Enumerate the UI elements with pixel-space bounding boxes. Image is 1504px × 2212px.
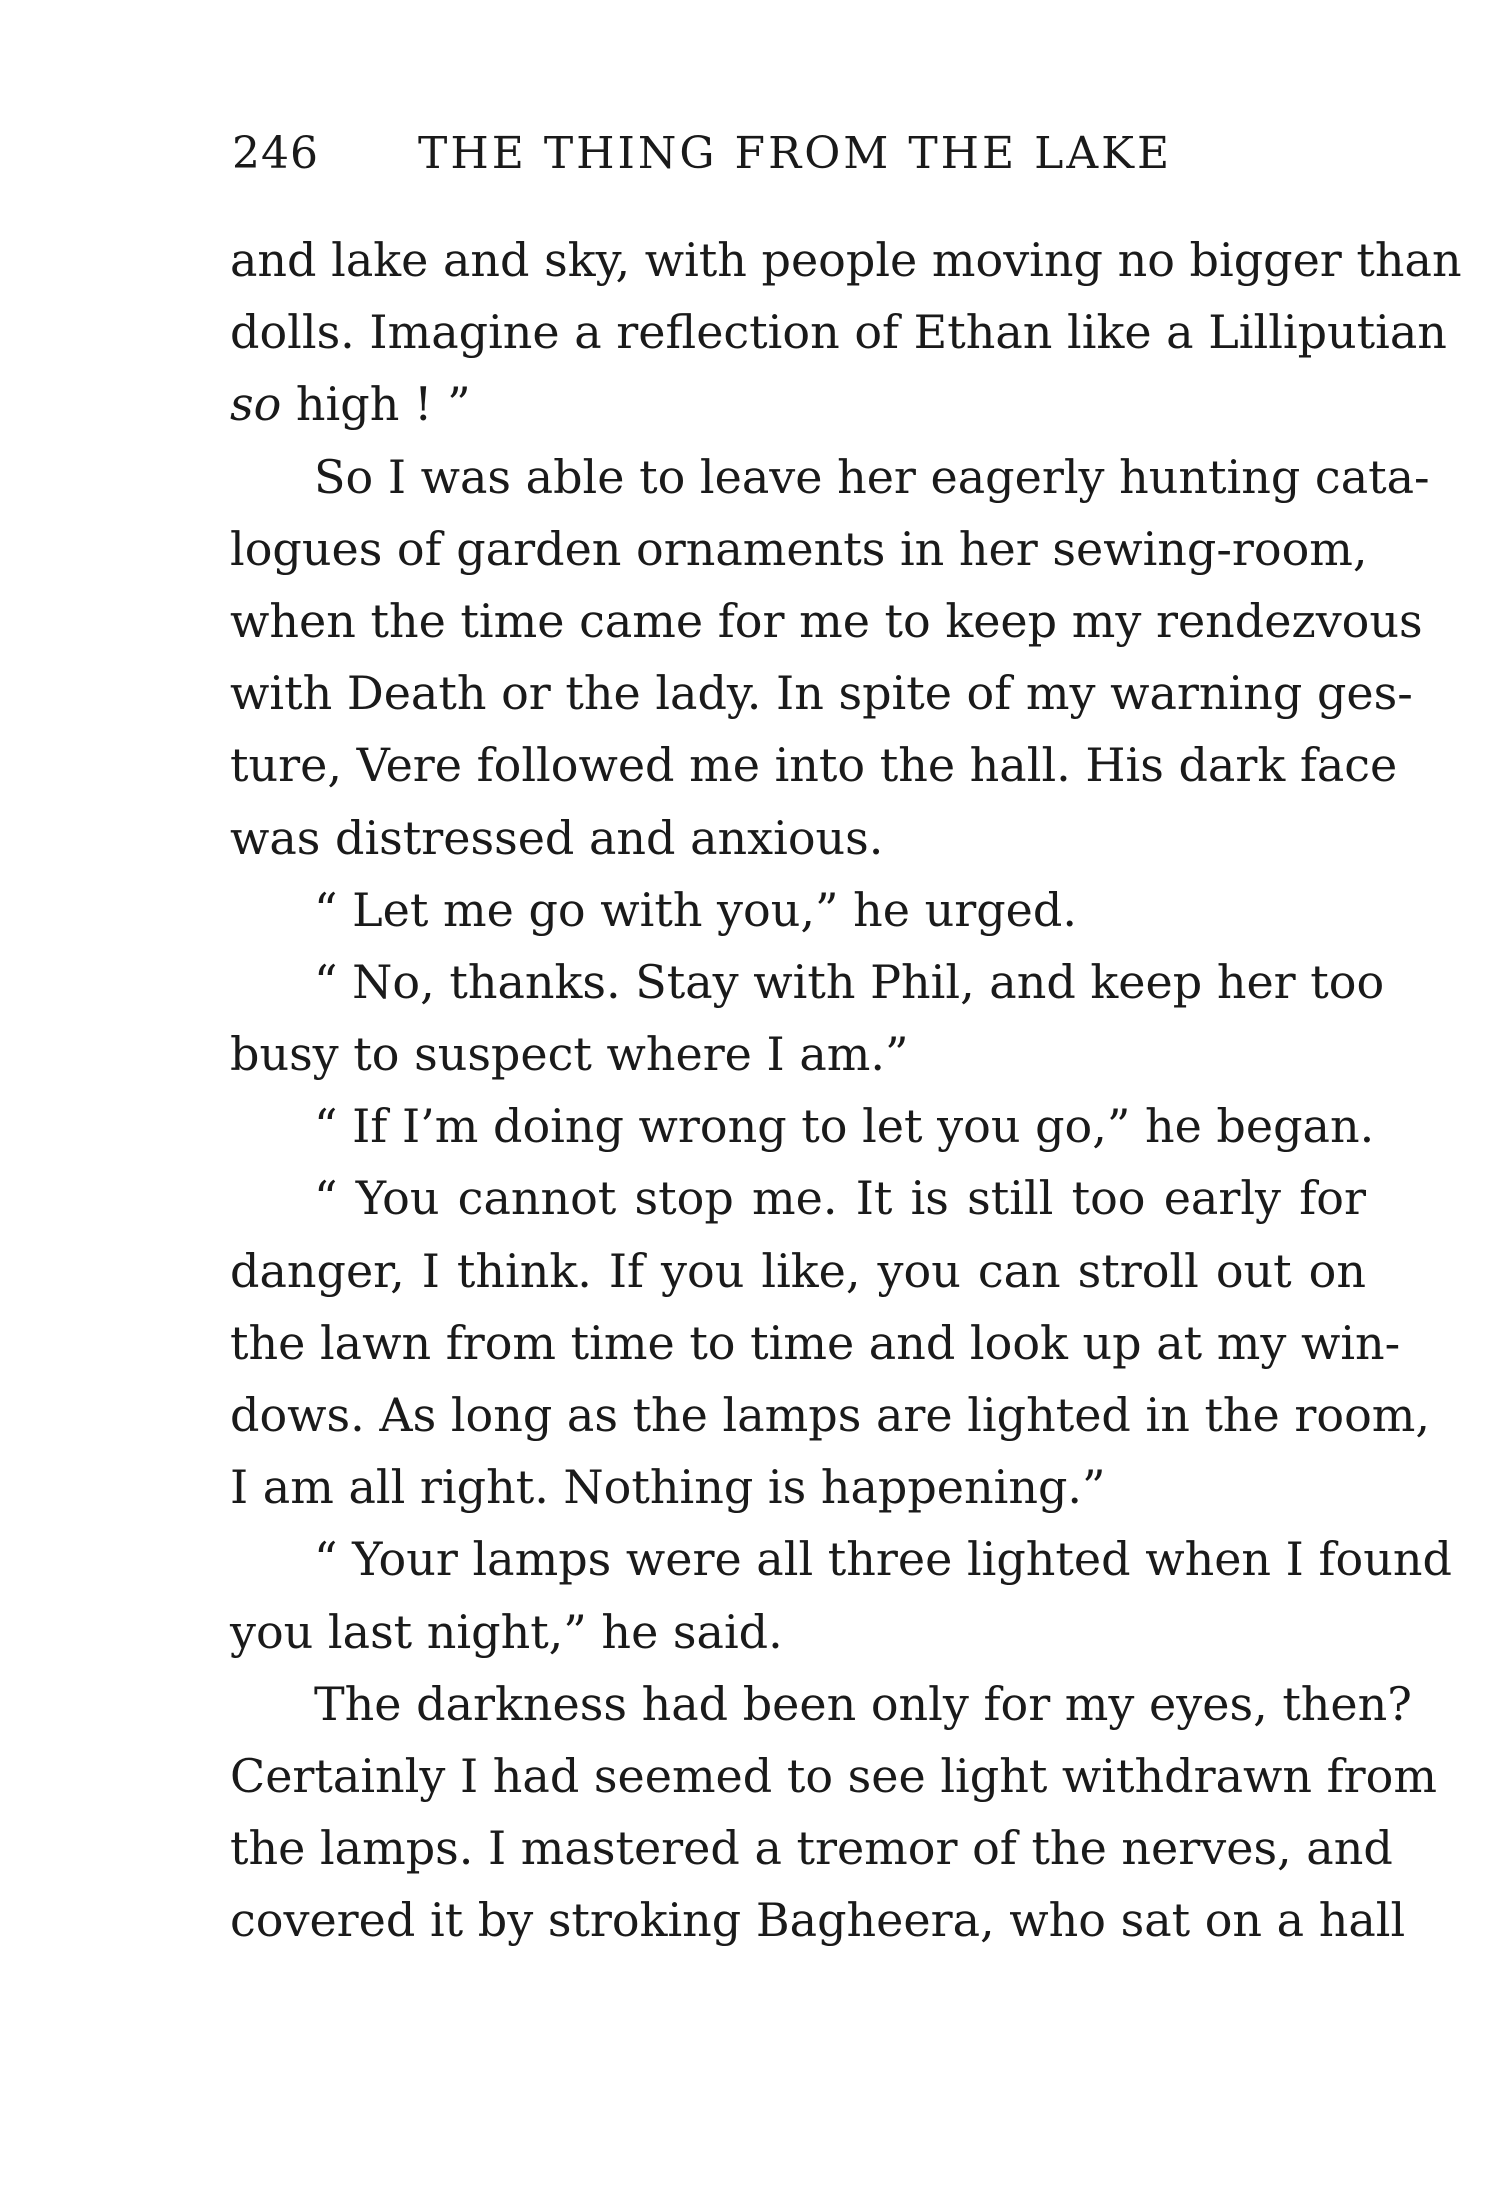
line-text: logues of garden ornaments in her sewing-room, — [230, 521, 1368, 576]
text-line — [230, 1379, 1431, 1451]
text-line — [230, 802, 1366, 874]
text-line — [230, 1884, 1406, 1956]
line-text: I am all right. Nothing is happening.” — [230, 1460, 1106, 1515]
line-text: with Death or the lady. In spite of my warning ges- — [230, 666, 1413, 721]
text-line — [230, 585, 1423, 657]
text-line — [230, 1451, 1366, 1523]
line-text: “ If I’m doing wrong to let you go,” he began. — [314, 1099, 1375, 1154]
text-line — [230, 1162, 1366, 1234]
text-line — [230, 729, 1398, 801]
text-line — [230, 1018, 1366, 1090]
text-line — [230, 1090, 1375, 1162]
text-line — [230, 1523, 1452, 1595]
line-text: you last night,” he said. — [230, 1604, 783, 1659]
line-text: dows. As long as the lamps are lighted in the room, — [230, 1388, 1431, 1442]
line-text: Certainly I had seemed to see light withdrawn from — [230, 1748, 1437, 1803]
italic-word: so — [230, 377, 282, 432]
text-line — [230, 1235, 1366, 1307]
text-line — [230, 441, 1430, 513]
line-text: “ You cannot stop me. It is still too early for — [314, 1171, 1366, 1226]
line-text: busy to suspect where I am.” — [230, 1027, 909, 1082]
line-text: “ Let me go with you,” he urged. — [314, 882, 1077, 937]
page-header — [232, 128, 1362, 188]
line-text: the lamps. I mastered a tremor of the nerves, and — [230, 1821, 1393, 1876]
text-line — [230, 657, 1413, 729]
text-line — [230, 1668, 1412, 1740]
body-text — [230, 224, 1462, 1957]
line-text: “ Your lamps were all three lighted when I found — [314, 1532, 1452, 1587]
line-text: dolls. Imagine a reflection of Ethan like a Lilliputian — [230, 305, 1447, 360]
line-text: covered it by stroking Bagheera, who sat on a hall — [230, 1893, 1406, 1948]
text-line — [230, 368, 1366, 440]
text-line — [230, 1740, 1437, 1812]
text-line — [230, 1596, 1366, 1668]
line-text: So I was able to leave her eagerly hunting cata- — [314, 449, 1430, 504]
line-text: high ! ” — [281, 377, 471, 432]
text-line — [230, 1812, 1393, 1884]
line-text: The darkness had been only for my eyes, then? — [314, 1676, 1412, 1731]
running-title: THE THING FROM THE LAKE — [418, 128, 1173, 179]
text-line — [230, 874, 1366, 946]
text-line — [230, 513, 1366, 585]
text-line — [230, 296, 1447, 368]
line-text: when the time came for me to keep my rendezvous — [230, 593, 1423, 648]
text-line — [230, 946, 1385, 1018]
text-line — [230, 224, 1462, 296]
page-number: 246 — [232, 128, 319, 179]
line-text: ture, Vere followed me into the hall. His dark face — [230, 738, 1398, 793]
line-text: and lake and sky, with people moving no bigger than — [230, 233, 1462, 287]
line-text: danger, I think. If you like, you can stroll out on — [230, 1243, 1366, 1298]
line-text: “ No, thanks. Stay with Phil, and keep her too — [314, 954, 1385, 1009]
text-line — [230, 1307, 1401, 1379]
line-text: was distressed and anxious. — [230, 810, 884, 865]
line-text: the lawn from time to time and look up at my win- — [230, 1315, 1401, 1370]
